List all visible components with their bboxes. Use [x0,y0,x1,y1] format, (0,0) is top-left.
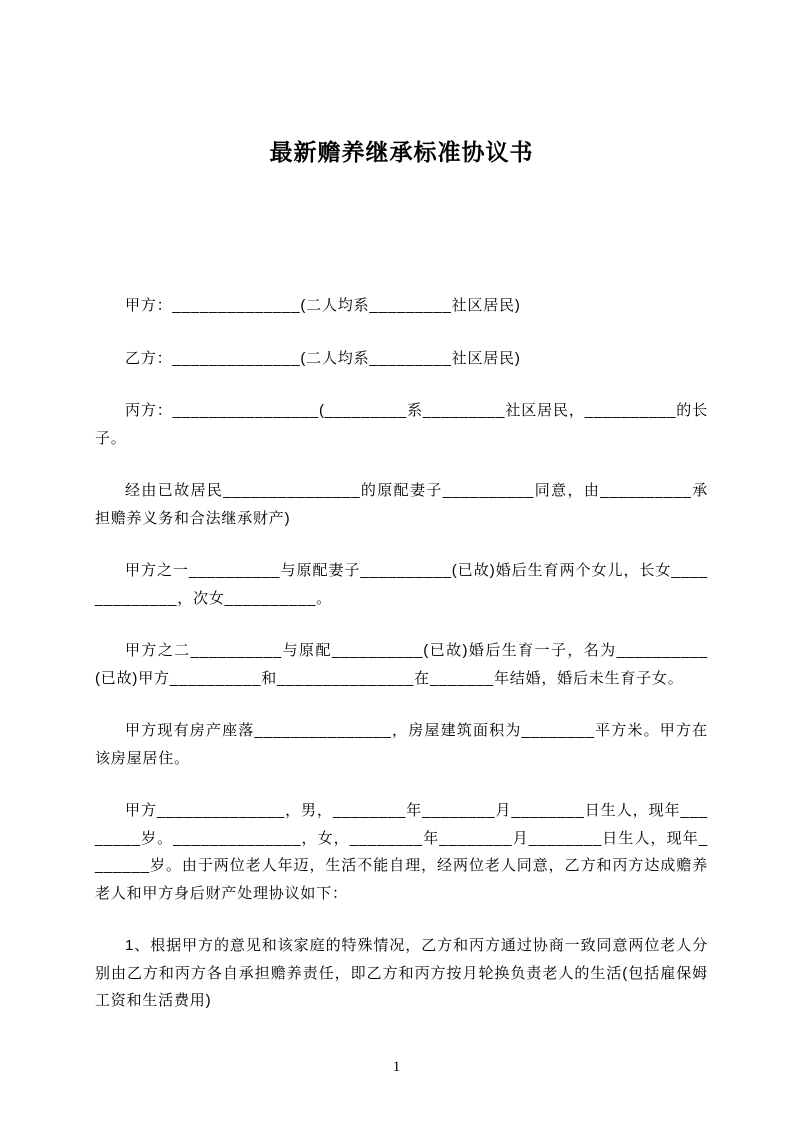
paragraph-party-a-first-marriage: 甲方之一__________与原配妻子__________(已故)婚后生育两个女儿，长女_____________，次女__________。 [95,562,708,607]
page-footer [0,1058,793,1076]
paragraph-party-b: 乙方：______________(二人均系_________社区居民) [125,349,521,367]
paragraph-party-c: 丙方：________________(_________系_________社区居民，__________的长子。 [95,402,708,447]
page-number: 1 [392,1059,401,1075]
paragraph-consent-clause: 经由已故居民_______________的原配妻子__________同意，由__________承担赡养义务和合法继承财产) [95,482,708,527]
paragraph-clause-1: 1、根据甲方的意见和该家庭的特殊情况，乙方和丙方通过协商一致同意两位老人分别由乙方和丙方各自承担赡养责任，即乙方和丙方按月轮换负责老人的生活(包括雇保姆工资和生活费用) [95,937,708,1009]
paragraph-property-info: 甲方现有房产座落_______________，房屋建筑面积为________平方米。甲方在该房屋居住。 [95,722,708,767]
paragraph-elderly-details: 甲方______________，男，________年________月________日生人，现年________岁。______________，女，________年________月________日生人，现年_______岁。由于两位老人年迈，生活不能自理，经两位老人同意，乙方和丙方达成赡养老人和甲方身后财产处理协议如下： [95,802,708,902]
paragraph-party-a: 甲方：______________(二人均系_________社区居民) [125,297,521,314]
document-body [0,167,793,1015]
paragraph-party-a-second-marriage: 甲方之二__________与原配__________(已故)婚后生育一子，名为__________(已故)甲方__________和_______________在_______年结婚，婚后未生育子女。 [95,642,708,687]
document-title: 最新赡养继承标准协议书 [269,139,534,165]
